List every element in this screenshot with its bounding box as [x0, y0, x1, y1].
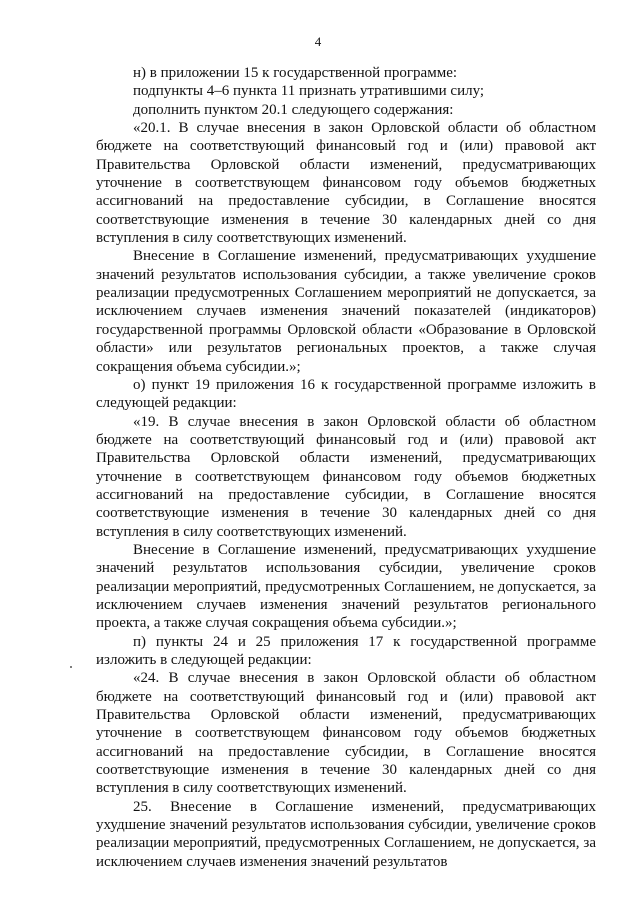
- paragraph-item-p: п) пункты 24 и 25 приложения 17 к государственной программе изложить в следующей редакции:: [96, 633, 596, 668]
- paragraph-item-o: о) пункт 19 приложения 16 к государственной программе изложить в следующей редакции:: [96, 376, 596, 412]
- paragraph-point-24: «24. В случае внесения в закон Орловской области об областном бюджете на соответствующий финансовый год и (или) правовой акт Правительства Орловской области изменений, предусматривающих уточнение в соответствующем финансовом году объемов бюджетных ассигнований на предоставление субсидии, в Соглашение вносятся соответствующие изменения в течение 30 календарных дней со дня вступления в силу соответствующих изменений.: [96, 670, 596, 797]
- paragraph-agreement-changes-16: Внесение в Соглашение изменений, предусматривающих ухудшение значений результатов использования субсидии, увеличение сроков реализации мероприятий, предусмотренных Соглашением, не допускается, за исключением случаев изменения значений результатов регионального проекта, а также случая сокращения объема субсидии.»;: [96, 541, 596, 632]
- paragraph-point-20-1: «20.1. В случае внесения в закон Орловской области об областном бюджете на соответствующий финансовый год и (или) правовой акт Правительства Орловской области изменений, предусматривающих уточнение в соответствующем финансовом году объемов бюджетных ассигнований на предоставление субсидии, в Соглашение вносятся соответствующие изменения в течение 30 календарных дней со дня вступления в силу соответствующих изменений.: [96, 120, 596, 247]
- margin-mark: [70, 666, 72, 668]
- paragraph-agreement-changes-15: Внесение в Соглашение изменений, предусматривающих ухудшение значений результатов использования субсидии, а также увеличение сроков реализации предусмотренных Соглашением мероприятий не допускается, за исключением случаев изменения значений показателей (индикаторов) государственной программы Орловской области «Образование в Орловской области» или результатов региональных проектов, а также случая сокращения объема субсидии.»;: [96, 248, 596, 375]
- page-number: 4: [314, 34, 322, 49]
- paragraph-point-25: 25. Внесение в Соглашение изменений, предусматривающих ухудшение значений результатов использования субсидии, увеличение сроков реализации мероприятий, предусмотренных Соглашением, не допускается, за исключением случаев изменения значений результатов: [96, 798, 596, 870]
- paragraph-subpoints-void: подпункты 4–6 пункта 11 признать утратившими силу;: [133, 83, 485, 100]
- paragraph-add-point-20-1: дополнить пунктом 20.1 следующего содержания:: [133, 101, 454, 118]
- document-body: [96, 64, 596, 871]
- paragraph-item-n: н) в приложении 15 к государственной программе:: [133, 65, 458, 81]
- paragraph-point-19: «19. В случае внесения в закон Орловской области об областном бюджете на соответствующий финансовый год и (или) правовой акт Правительства Орловской области изменений, предусматривающих уточнение в соответствующем финансовом году объемов бюджетных ассигнований на предоставление субсидии, в Соглашение вносятся соответствующие изменения в течение 30 календарных дней со дня вступления в силу соответствующих изменений.: [96, 413, 596, 540]
